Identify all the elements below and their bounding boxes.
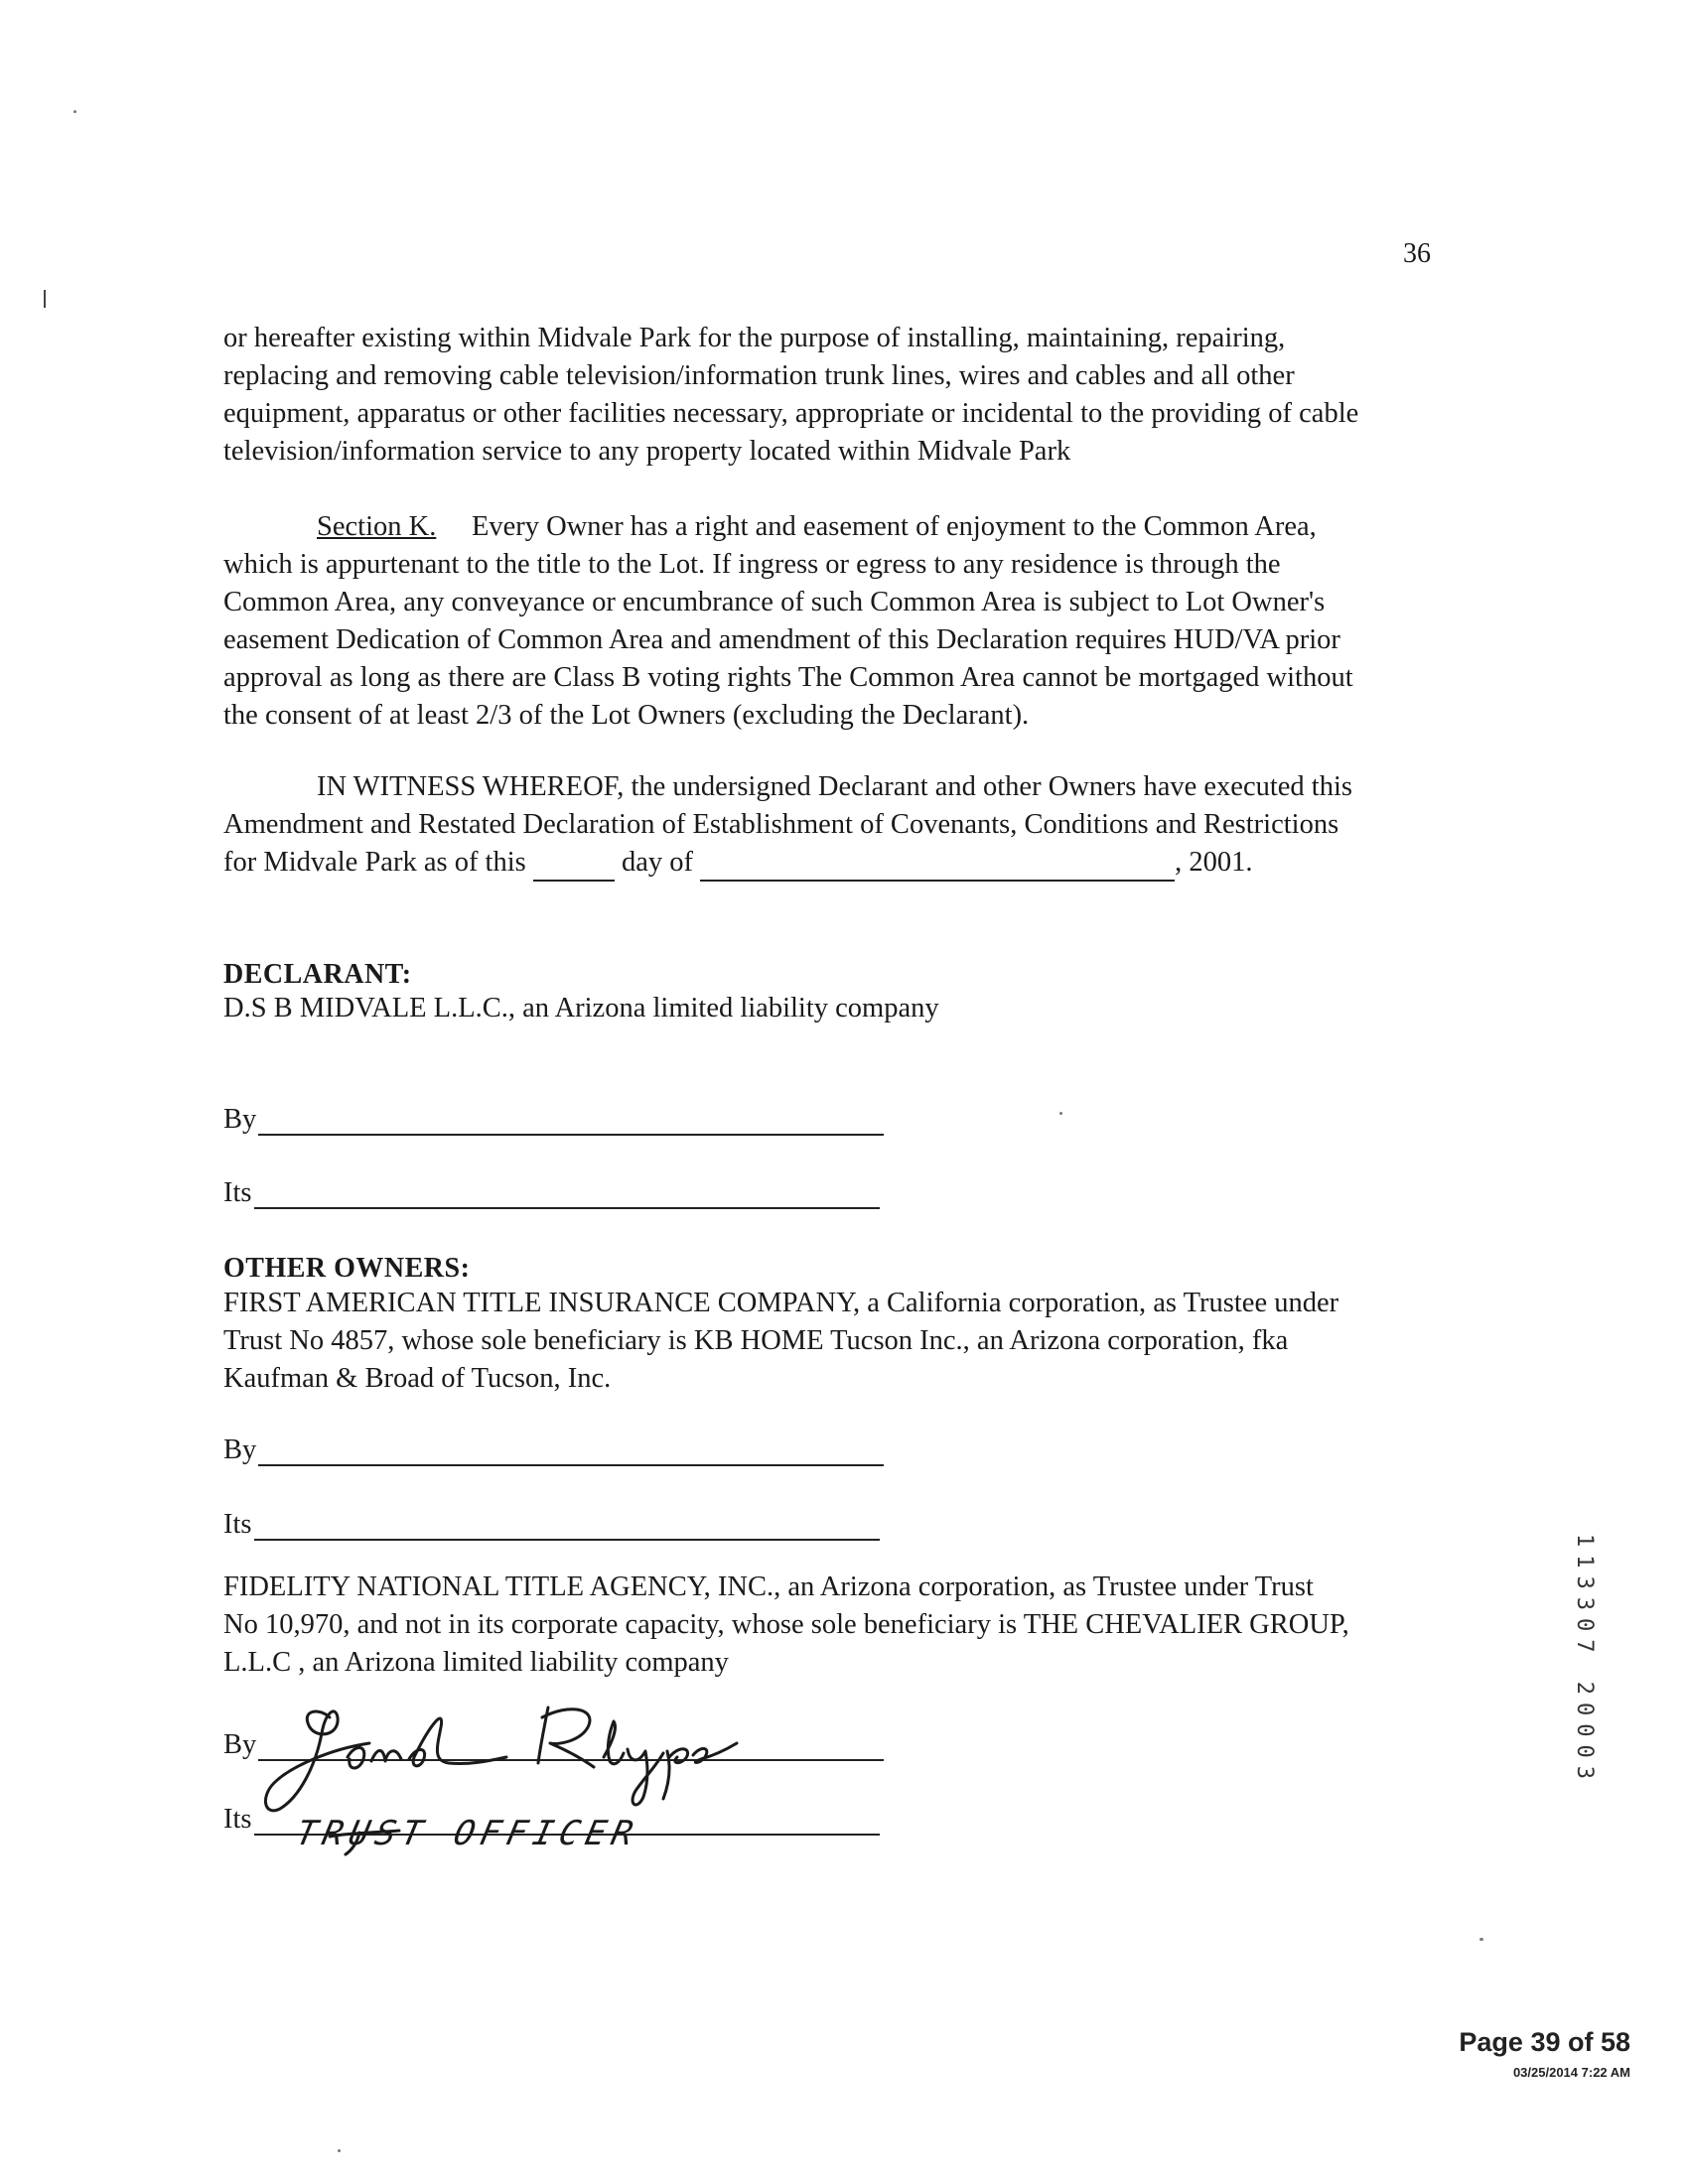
text-line: L.L.C , an Arizona limited liability company [223,1647,729,1678]
handwritten-title: TRUST OFFICER [292,1814,642,1853]
signature-rule [254,1181,880,1209]
its-label: Its [223,1177,252,1208]
footer-page-count: Page 39 of 58 [1459,2027,1630,2057]
declarant-its-line[interactable] [223,1177,880,1209]
text-line: IN WITNESS WHEREOF, the undersigned Declarant and other Owners have executed this [317,771,1352,802]
text-line: easement Dedication of Common Area and amendment of this Declaration requires HUD/VA prior [223,624,1340,655]
footer-timestamp: 03/25/2014 7:22 AM [1512,2065,1630,2080]
by-label: By [223,1104,257,1135]
witness-paragraph [223,768,1445,882]
signature-rule [258,1108,884,1136]
text-line: No 10,970, and not in its corporate capacity, whose sole beneficiary is THE CHEVALIER GROUP, [223,1609,1349,1640]
by-label: By [223,1729,257,1760]
page-number: 36 [1403,238,1431,269]
declarant-heading: DECLARANT: [223,959,412,990]
handwritten-signature [260,1688,816,1856]
text-line: FIDELITY NATIONAL TITLE AGENCY, INC., an Arizona corporation, as Trustee under Trust [223,1571,1314,1602]
recording-stamp [1569,1534,1599,1851]
text-line: or hereafter existing within Midvale Park for the purpose of installing, maintaining, repairing, [223,323,1286,353]
first-american-its-line[interactable] [223,1509,880,1541]
other-owners-heading: OTHER OWNERS: [223,1253,471,1284]
text-line: equipment, apparatus or other facilities necessary, appropriate or incidental to the providing of cable [223,398,1359,429]
section-k-paragraph [223,508,1445,735]
scan-speck [73,110,76,113]
scan-speck [338,2149,341,2152]
text-line: , 2001. [1175,847,1253,878]
declarant-name: D.S B MIDVALE L.L.C., an Arizona limited liability company [223,993,939,1024]
text-line: Trust No 4857, whose sole beneficiary is KB HOME Tucson Inc., an Arizona corporation, fka [223,1325,1289,1356]
month-blank[interactable] [700,854,1175,882]
declarant-by-line[interactable] [223,1104,884,1136]
text-line: replacing and removing cable television/information trunk lines, wires and cables and all other [223,360,1295,391]
signature-rule [258,1438,884,1466]
text-line: which is appurtenant to the title to the Lot. If ingress or egress to any residence is through the [223,549,1281,580]
text-line: for Midvale Park as of this [223,847,526,878]
text-line: day of [621,847,693,878]
signature-rule [254,1513,880,1541]
recording-number: 113307 20003 [1572,1534,1597,1787]
text-line: the consent of at least 2/3 of the Lot Owners (excluding the Declarant). [223,700,1030,731]
section-k-label: Section K. [317,511,437,542]
scan-mark [44,290,46,308]
text-line: Every Owner has a right and easement of enjoyment to the Common Area, [471,511,1317,542]
text-line: approval as long as there are Class B voting rights The Common Area cannot be mortgaged without [223,662,1353,693]
its-label: Its [223,1804,252,1835]
scan-speck [1059,1112,1062,1115]
text-line: FIRST AMERICAN TITLE INSURANCE COMPANY, a California corporation, as Trustee under [223,1288,1339,1318]
its-label: Its [223,1509,252,1540]
continuation-paragraph [223,320,1445,471]
first-american-paragraph [223,1285,1445,1398]
text-line: television/information service to any property located within Midvale Park [223,436,1071,467]
text-line: Common Area, any conveyance or encumbrance of such Common Area is subject to Lot Owner's [223,587,1326,617]
first-american-by-line[interactable] [223,1434,884,1466]
day-blank[interactable] [533,854,615,882]
text-line: Amendment and Restated Declaration of Establishment of Covenants, Conditions and Restrictions [223,809,1339,840]
scan-speck [1479,1938,1483,1941]
fidelity-paragraph [223,1569,1445,1682]
text-line: Kaufman & Broad of Tucson, Inc. [223,1363,612,1394]
by-label: By [223,1434,257,1465]
